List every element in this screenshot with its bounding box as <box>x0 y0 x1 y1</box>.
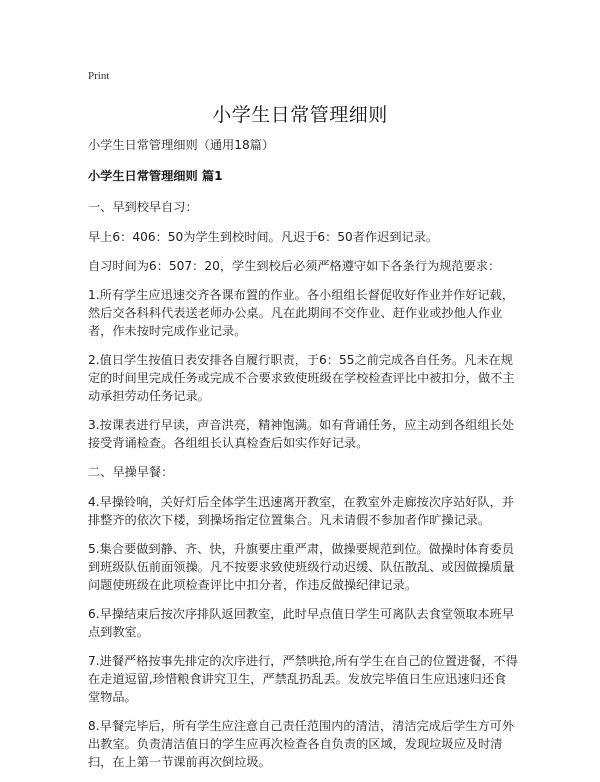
heading-exercise-breakfast: 二、早操早餐： <box>88 465 174 479</box>
heading-early-study: 一、早到校早自习： <box>88 200 198 214</box>
section-title: 小学生日常管理细则 篇1 <box>88 169 223 183</box>
paragraph: 1.所有学生应迅速交齐各课布置的作业。各小组组长督促收好作业并作好记载，然后交各科科代表送老师办公桌。凡在此期间不交作业、赶作业或抄他人作业者，作未按时完成作业记录。 <box>88 288 515 338</box>
article-body <box>88 136 518 782</box>
paragraph: 2.值日学生按值日表安排各自履行职责，于6：55之前完成各自任务。凡未在规定的时间里完成任务或完成不合要求致使班级在学校检查评比中被扣分，做不主动承担劳动任务记录。 <box>88 353 515 403</box>
paragraph: 自习时间为6：507：20，学生到校后必须严格遵守如下各条行为规范要求： <box>88 259 501 273</box>
print-link[interactable]: Print <box>88 70 110 82</box>
paragraph: 早上6：406：50为学生到校时间。凡迟于6：50者作迟到记录。 <box>88 230 439 244</box>
document-subtitle: 小学生日常管理细则（通用18篇） <box>88 138 275 152</box>
page-title: 小学生日常管理细则 <box>212 104 388 126</box>
paragraph: 3.按课表进行早读，声音洪亮，精神饱满。如有背诵任务，应主动到各组组长处接受背诵检查。各组组长认真检查后如实作好记录。 <box>88 418 515 450</box>
paragraph: 4.早操铃响，关好灯后全体学生迅速离开教室，在教室外走廊按次序站好队，并排整齐的依次下楼，到操场指定位置集合。凡未请假不参加者作旷操记录。 <box>88 495 515 527</box>
paragraph: 5.集合要做到静、齐、快，升旗要庄重严肃，做操要规范到位。做操时体育委员到班级队伍前面领操。凡不按要求致使班级行动迟缓、队伍散乱、或因做操质量问题使班级在此项检查评比中扣分者，作违反做操纪律记录。 <box>88 542 515 592</box>
paragraph: 8.早餐完毕后，所有学生应注意自己责任范围内的清洁，清洁完成后学生方可外出教室。负责清洁值日的学生应再次检查各自负责的区域，发现垃圾应及时清扫，在上第一节课前再次倒垃圾。 <box>88 719 515 769</box>
paragraph: 7.进餐严格按事先排定的次序进行，严禁哄抢,所有学生在自己的位置进餐，不得在走道逗留,珍惜粮食讲究卫生，严禁乱扔乱丢。发放完毕值日生应迅速归还食堂物品。 <box>88 654 518 704</box>
paragraph: 6.早操结束后按次序排队返回教室，此时早点值日学生可离队去食堂领取本班早点到教室。 <box>88 607 515 639</box>
